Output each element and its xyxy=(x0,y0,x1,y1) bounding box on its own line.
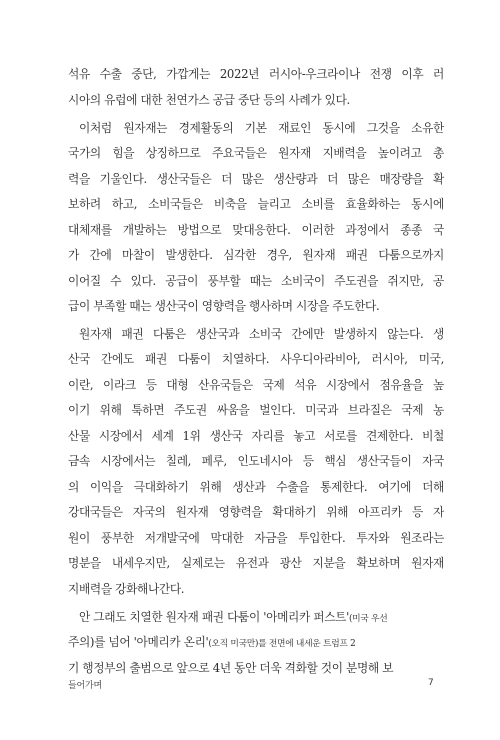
text-line: 기 행정부의 출범으로 앞으로 4년 동안 더욱 격화할 것이 분명해 보 xyxy=(68,661,394,675)
line-small-text: (오직 미국만)를 전면에 내세운 트럼프 2 xyxy=(208,639,356,649)
text-line: 지배력을 강화해나간다. xyxy=(68,582,185,596)
text-line: 명분을 내세우지만, 실제로는 유전과 광산 지분을 확보하며 원자재 xyxy=(68,556,444,570)
text-line: 시아의 유럽에 대한 천연가스 공급 중단 등의 사례가 있다. xyxy=(68,93,350,107)
text-line: 강대국들은 자국의 원자재 영향력을 확대하기 위해 아프리카 등 자 xyxy=(68,505,444,519)
line-main-text: 주의)를 넘어 '아메리카 온리' xyxy=(68,635,209,649)
text-line: 산물 시장에서 세계 1위 생산국 자리를 놓고 서로를 견제한다. 비철 xyxy=(68,429,444,443)
text-line xyxy=(68,609,444,627)
text-line: 산국 간에도 패권 다툼이 치열하다. 사우디아라비아, 러시아, 미국, xyxy=(68,352,444,366)
text-line: 급이 부족할 때는 생산국이 영향력을 행사하며 시장을 주도한다. xyxy=(68,299,380,313)
page-number: 7 xyxy=(428,678,434,688)
text-line: 원이 풍부한 저개발국에 막대한 자금을 투입한다. 투자와 원조라는 xyxy=(68,531,444,545)
text-line: 대체재를 개발하는 방법으로 맞대응한다. 이러한 과정에서 종종 국 xyxy=(68,223,444,237)
text-line: 국가의 힘을 상징하므로 주요국들은 원자재 지배력을 높이려고 총 xyxy=(68,146,444,160)
line-small-text: (미국 우선 xyxy=(348,614,388,624)
text-line: 이기 위해 툭하면 주도권 싸움을 벌인다. 미국과 브라질은 국제 농 xyxy=(68,403,444,417)
text-line: 보하려 하고, 소비국들은 비축을 늘리고 소비를 효율화하는 동시에 xyxy=(68,197,444,211)
text-line: 가 간에 마찰이 발생한다. 심각한 경우, 원자재 패권 다툼으로까지 xyxy=(68,248,444,262)
footer-section-label: 들어가며 xyxy=(68,681,102,691)
text-line: 이처럼 원자재는 경제활동의 기본 재료인 동시에 그것을 소유한 xyxy=(79,121,444,135)
text-line: 금속 시장에서는 칠레, 페루, 인도네시아 등 핵심 생산국들이 자국 xyxy=(68,454,444,468)
text-line: 석유 수출 중단, 가깝게는 2022년 러시아-우크라이나 전쟁 이후 러 xyxy=(68,67,444,81)
text-line: 이란, 이라크 등 대형 산유국들은 국제 석유 시장에서 점유율을 높 xyxy=(68,378,444,392)
text-line xyxy=(68,634,444,652)
text-line: 력을 기울인다. 생산국들은 더 많은 생산량과 더 많은 매장량을 확 xyxy=(68,172,444,186)
line-main-text: 안 그래도 치열한 원자재 패권 다툼이 '아메리카 퍼스트' xyxy=(79,610,349,624)
text-line: 의 이익을 극대화하기 위해 생산과 수출을 통제한다. 여기에 더해 xyxy=(68,480,444,494)
text-line: 이어질 수 있다. 공급이 풍부할 때는 소비국이 주도권을 쥐지만, 공 xyxy=(68,274,444,288)
text-line: 원자재 패권 다툼은 생산국과 소비국 간에만 발생하지 않는다. 생 xyxy=(79,327,444,341)
